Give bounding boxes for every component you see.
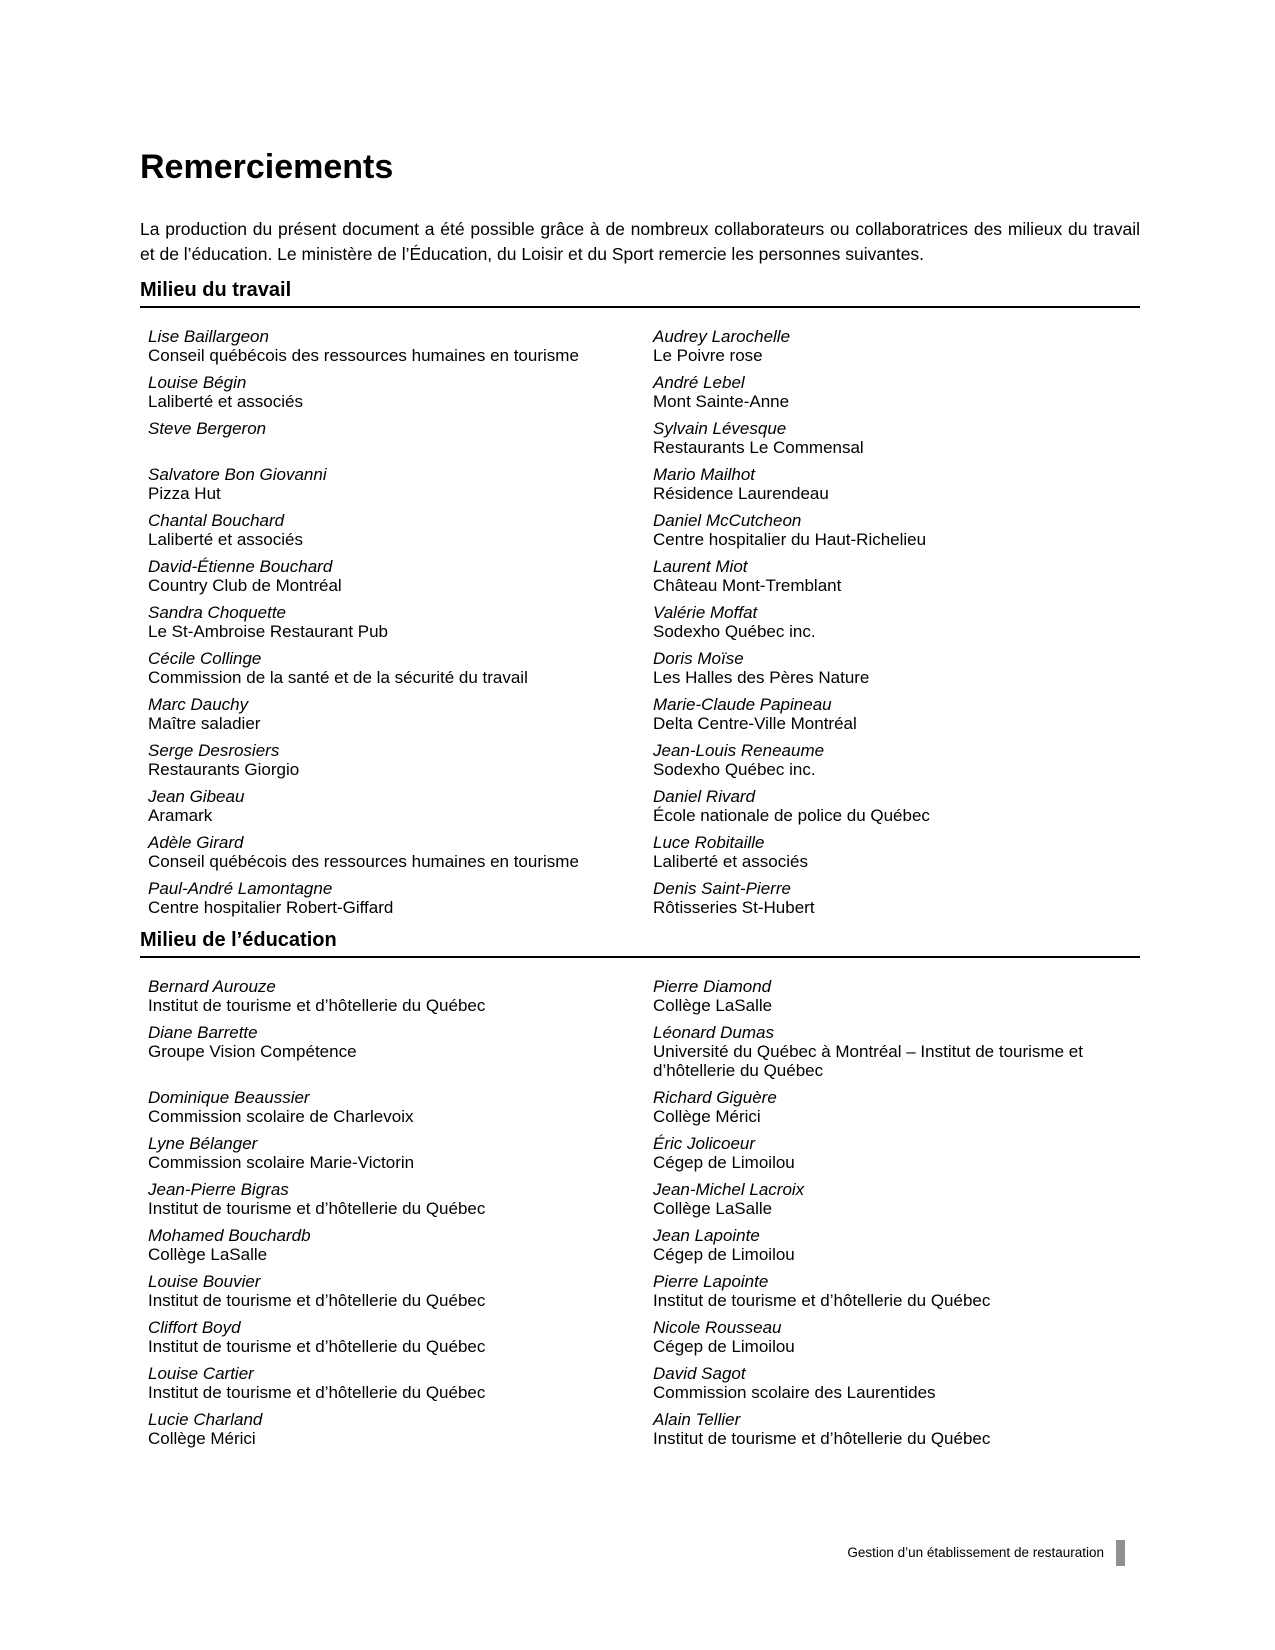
- person-name: Mario Mailhot: [653, 465, 756, 484]
- acknowledgement-row: [140, 833, 1140, 871]
- acknowledgement-entry: [140, 511, 645, 549]
- person-name: David Sagot: [653, 1364, 746, 1383]
- person-organization: Institut de tourisme et d’hôtellerie du Québec: [653, 1291, 991, 1310]
- person-name: Marie-Claude Papineau: [653, 695, 832, 714]
- acknowledgement-row: [140, 879, 1140, 917]
- person-name: Alain Tellier: [653, 1410, 741, 1429]
- person-organization: Institut de tourisme et d’hôtellerie du Québec: [148, 996, 486, 1015]
- person-name: Daniel Rivard: [653, 787, 756, 806]
- acknowledgement-row: [140, 1180, 1140, 1218]
- acknowledgement-entry: [645, 1364, 1140, 1402]
- acknowledgement-row: [140, 1088, 1140, 1126]
- person-organization: Cégep de Limoilou: [653, 1245, 795, 1264]
- person-organization: Château Mont-Tremblant: [653, 576, 842, 595]
- person-name: Lise Baillargeon: [148, 327, 269, 346]
- person-name: Jean-Pierre Bigras: [148, 1180, 289, 1199]
- person-name: Valérie Moffat: [653, 603, 758, 622]
- person-name: Jean-Louis Reneaume: [653, 741, 825, 760]
- acknowledgement-entry: [645, 1226, 1140, 1264]
- acknowledgement-row: [140, 741, 1140, 779]
- acknowledgement-entry: [140, 1226, 645, 1264]
- person-organization: Groupe Vision Compétence: [148, 1042, 357, 1061]
- acknowledgement-entry: [140, 741, 645, 779]
- acknowledgement-entry: [140, 465, 645, 503]
- acknowledgement-row: [140, 419, 1140, 457]
- person-name: Steve Bergeron: [148, 419, 267, 438]
- sections-container: [140, 279, 1140, 1448]
- acknowledgement-row: [140, 695, 1140, 733]
- person-name: Cécile Collinge: [148, 649, 262, 668]
- person-organization: Aramark: [148, 806, 213, 825]
- section-rows: [140, 977, 1140, 1448]
- person-name: Salvatore Bon Giovanni: [148, 465, 327, 484]
- person-organization: Laliberté et associés: [148, 392, 303, 411]
- acknowledgement-entry: [645, 1134, 1140, 1172]
- person-organization: École nationale de police du Québec: [653, 806, 930, 825]
- person-organization: Résidence Laurendeau: [653, 484, 829, 503]
- footer-text: Gestion d’un établissement de restauration: [847, 1545, 1104, 1560]
- section-heading: Milieu du travail: [140, 279, 1140, 308]
- person-name: Richard Giguère: [653, 1088, 777, 1107]
- person-name: Louise Bouvier: [148, 1272, 261, 1291]
- person-organization: Centre hospitalier du Haut-Richelieu: [653, 530, 927, 549]
- acknowledgement-row: [140, 603, 1140, 641]
- acknowledgement-entry: [140, 373, 645, 411]
- person-organization: Commission scolaire Marie-Victorin: [148, 1153, 415, 1172]
- person-name: Jean-Michel Lacroix: [653, 1180, 805, 1199]
- acknowledgement-entry: [140, 1180, 645, 1218]
- person-name: Serge Desrosiers: [148, 741, 280, 760]
- acknowledgement-row: [140, 1023, 1140, 1080]
- person-organization: Collège LaSalle: [653, 1199, 773, 1218]
- person-name: Jean Gibeau: [148, 787, 245, 806]
- page-content: [140, 0, 1140, 1456]
- person-name: Lucie Charland: [148, 1410, 263, 1429]
- person-organization: Restaurants Giorgio: [148, 760, 300, 779]
- person-name: Luce Robitaille: [653, 833, 765, 852]
- person-name: David-Étienne Bouchard: [148, 557, 333, 576]
- person-name: Louise Bégin: [148, 373, 247, 392]
- acknowledgement-row: [140, 1318, 1140, 1356]
- acknowledgement-entry: [645, 373, 1140, 411]
- acknowledgement-entry: [140, 977, 645, 1015]
- person-organization: Université du Québec à Montréal – Institut de tourisme et d’hôtellerie du Québec: [653, 1042, 1083, 1080]
- person-organization: Institut de tourisme et d’hôtellerie du Québec: [148, 1199, 486, 1218]
- person-name: Lyne Bélanger: [148, 1134, 258, 1153]
- acknowledgement-row: [140, 557, 1140, 595]
- acknowledgement-entry: [645, 1180, 1140, 1218]
- acknowledgement-row: [140, 977, 1140, 1015]
- acknowledgement-entry: [140, 1410, 645, 1448]
- person-name: Bernard Aurouze: [148, 977, 276, 996]
- person-organization: Institut de tourisme et d’hôtellerie du Québec: [148, 1383, 486, 1402]
- acknowledgement-entry: [645, 603, 1140, 641]
- acknowledgement-entry: [140, 419, 645, 457]
- acknowledgement-entry: [645, 1272, 1140, 1310]
- acknowledgement-entry: [645, 1023, 1140, 1080]
- person-organization: Sodexho Québec inc.: [653, 760, 816, 779]
- page-footer: [847, 1540, 1125, 1566]
- acknowledgement-entry: [140, 833, 645, 871]
- acknowledgement-entry: [140, 327, 645, 365]
- section-heading: Milieu de l’éducation: [140, 929, 1140, 958]
- person-organization: Commission scolaire de Charlevoix: [148, 1107, 414, 1126]
- page-title: Remerciements: [140, 148, 394, 186]
- person-name: Marc Dauchy: [148, 695, 249, 714]
- person-name: Paul-André Lamontagne: [148, 879, 333, 898]
- person-organization: Les Halles des Pères Nature: [653, 668, 870, 687]
- person-organization: Collège Mérici: [148, 1429, 256, 1448]
- footer-bar: [1116, 1540, 1125, 1566]
- acknowledgement-row: [140, 1272, 1140, 1310]
- acknowledgement-row: [140, 1364, 1140, 1402]
- person-name: Louise Cartier: [148, 1364, 254, 1383]
- person-organization: Restaurants Le Commensal: [653, 438, 864, 457]
- person-name: Léonard Dumas: [653, 1023, 774, 1042]
- person-organization: Conseil québécois des ressources humaines en tourisme: [148, 346, 579, 365]
- acknowledgement-row: [140, 1410, 1140, 1448]
- acknowledgement-row: [140, 373, 1140, 411]
- person-organization: Cégep de Limoilou: [653, 1153, 795, 1172]
- person-name: Sylvain Lévesque: [653, 419, 787, 438]
- acknowledgements-section: [140, 929, 1140, 1448]
- person-name: Cliffort Boyd: [148, 1318, 241, 1337]
- person-organization: [148, 438, 645, 457]
- person-organization: Centre hospitalier Robert-Giffard: [148, 898, 394, 917]
- acknowledgement-entry: [140, 695, 645, 733]
- acknowledgement-entry: [140, 1088, 645, 1126]
- intro-paragraph: La production du présent document a été possible grâce à de nombreux collaborateurs ou collaboratrices des milieux du travail et de l’éducation. Le ministère de l’Éducation, du Loisir et du Sport remercie les personnes suivantes.: [140, 219, 1140, 264]
- person-organization: Institut de tourisme et d’hôtellerie du Québec: [148, 1291, 486, 1310]
- acknowledgement-entry: [645, 1088, 1140, 1126]
- acknowledgement-entry: [140, 1364, 645, 1402]
- person-organization: Commission de la santé et de la sécurité du travail: [148, 668, 528, 687]
- person-organization: Laliberté et associés: [653, 852, 808, 871]
- acknowledgement-entry: [140, 603, 645, 641]
- person-name: Jean Lapointe: [653, 1226, 760, 1245]
- person-organization: Rôtisseries St-Hubert: [653, 898, 815, 917]
- acknowledgement-entry: [140, 1272, 645, 1310]
- acknowledgement-row: [140, 649, 1140, 687]
- acknowledgement-entry: [645, 1410, 1140, 1448]
- acknowledgement-entry: [140, 649, 645, 687]
- person-organization: Institut de tourisme et d’hôtellerie du Québec: [148, 1337, 486, 1356]
- person-organization: Mont Sainte-Anne: [653, 392, 790, 411]
- person-organization: Laliberté et associés: [148, 530, 303, 549]
- acknowledgement-entry: [140, 879, 645, 917]
- acknowledgement-entry: [645, 787, 1140, 825]
- person-organization: Collège LaSalle: [653, 996, 773, 1015]
- acknowledgement-entry: [645, 465, 1140, 503]
- acknowledgements-section: [140, 279, 1140, 917]
- acknowledgement-entry: [645, 1318, 1140, 1356]
- acknowledgement-entry: [645, 879, 1140, 917]
- acknowledgement-entry: [140, 557, 645, 595]
- person-name: Éric Jolicoeur: [653, 1134, 756, 1153]
- person-name: André Lebel: [653, 373, 745, 392]
- acknowledgement-entry: [645, 695, 1140, 733]
- person-name: Denis Saint-Pierre: [653, 879, 791, 898]
- person-organization: Delta Centre-Ville Montréal: [653, 714, 857, 733]
- person-organization: Collège Mérici: [653, 1107, 761, 1126]
- person-name: Mohamed Bouchardb: [148, 1226, 311, 1245]
- acknowledgement-entry: [645, 977, 1140, 1015]
- person-name: Dominique Beaussier: [148, 1088, 310, 1107]
- person-name: Laurent Miot: [653, 557, 748, 576]
- person-name: Adèle Girard: [148, 833, 244, 852]
- acknowledgement-row: [140, 511, 1140, 549]
- acknowledgement-entry: [140, 787, 645, 825]
- person-name: Diane Barrette: [148, 1023, 258, 1042]
- person-organization: Sodexho Québec inc.: [653, 622, 816, 641]
- acknowledgement-entry: [645, 511, 1140, 549]
- acknowledgement-entry: [645, 419, 1140, 457]
- acknowledgement-entry: [140, 1023, 645, 1080]
- person-name: Pierre Diamond: [653, 977, 772, 996]
- acknowledgement-row: [140, 327, 1140, 365]
- person-organization: Cégep de Limoilou: [653, 1337, 795, 1356]
- person-organization: Maître saladier: [148, 714, 261, 733]
- acknowledgement-entry: [645, 557, 1140, 595]
- person-organization: Pizza Hut: [148, 484, 221, 503]
- acknowledgement-entry: [140, 1134, 645, 1172]
- person-name: Audrey Larochelle: [653, 327, 791, 346]
- acknowledgement-entry: [645, 327, 1140, 365]
- acknowledgement-row: [140, 465, 1140, 503]
- acknowledgement-row: [140, 787, 1140, 825]
- person-organization: Le Poivre rose: [653, 346, 763, 365]
- person-organization: Country Club de Montréal: [148, 576, 342, 595]
- person-organization: Institut de tourisme et d’hôtellerie du Québec: [653, 1429, 991, 1448]
- person-name: Daniel McCutcheon: [653, 511, 802, 530]
- section-rows: [140, 327, 1140, 917]
- person-organization: Le St-Ambroise Restaurant Pub: [148, 622, 389, 641]
- acknowledgement-entry: [140, 1318, 645, 1356]
- acknowledgement-entry: [645, 649, 1140, 687]
- person-name: Pierre Lapointe: [653, 1272, 769, 1291]
- person-name: Doris Moïse: [653, 649, 744, 668]
- acknowledgement-entry: [645, 833, 1140, 871]
- person-organization: Conseil québécois des ressources humaines en tourisme: [148, 852, 579, 871]
- acknowledgement-row: [140, 1226, 1140, 1264]
- person-name: Chantal Bouchard: [148, 511, 285, 530]
- acknowledgement-row: [140, 1134, 1140, 1172]
- person-name: Sandra Choquette: [148, 603, 286, 622]
- person-organization: Collège LaSalle: [148, 1245, 268, 1264]
- person-name: Nicole Rousseau: [653, 1318, 782, 1337]
- acknowledgement-entry: [645, 741, 1140, 779]
- person-organization: Commission scolaire des Laurentides: [653, 1383, 936, 1402]
